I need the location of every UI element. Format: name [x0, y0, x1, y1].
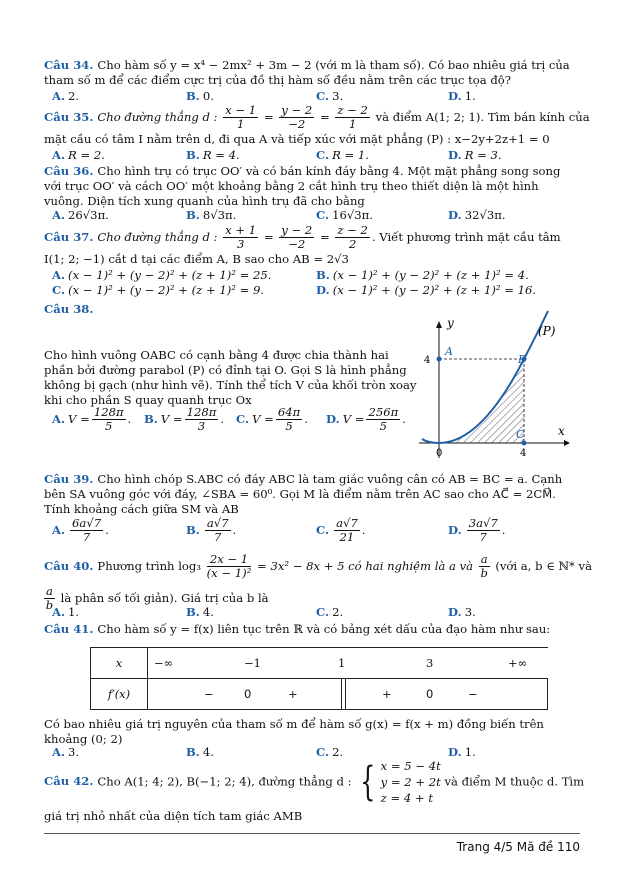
label-b: B	[518, 353, 527, 366]
answer-d[interactable]: D. 1.	[448, 745, 476, 759]
label-a: A	[445, 345, 453, 358]
sign: 0	[244, 687, 252, 701]
sign: +	[288, 687, 298, 701]
answer-b[interactable]: B. 8√3π.	[186, 208, 237, 222]
question-label: Câu 39.	[44, 472, 94, 486]
x-axis-arrow	[564, 440, 570, 446]
label-y: y	[447, 316, 454, 330]
answer-d[interactable]: D. V = $\frac{256\pi}{5}$ .	[326, 405, 406, 434]
answer-a[interactable]: A. V = $\frac{128\pi}{5}$ .	[52, 405, 132, 434]
answer-c[interactable]: C. V = $\frac{64\pi}{5}$ .	[236, 405, 308, 434]
label-p: (P)	[538, 324, 556, 338]
sign-table-x-label: x	[91, 648, 148, 679]
x-value: −1	[244, 656, 261, 670]
answer-c[interactable]: C. 3.	[316, 89, 344, 103]
answer-c[interactable]: C. 16√3π.	[316, 208, 373, 222]
question-text: Cho hàm số y = x⁴ − 2mx² + 3m − 2 (với m là tham số). Có bao nhiêu giá trị của	[97, 58, 570, 72]
answer-c[interactable]: C. 2.	[316, 745, 344, 759]
answer-c[interactable]: C. 2.	[316, 605, 344, 619]
answer-b[interactable]: B. $\frac{a√7}{7}$ .	[186, 516, 237, 545]
answer-a[interactable]: A. 1.	[52, 605, 80, 619]
sign: −	[468, 687, 478, 701]
question-label: Câu 40.	[44, 558, 94, 573]
answer-a[interactable]: A. 26√3π.	[52, 208, 109, 222]
sign: 0	[426, 687, 434, 701]
question-label: Câu 35.	[44, 109, 94, 124]
answer-d[interactable]: D. 32√3π.	[448, 208, 506, 222]
sign-table-fp-row	[148, 679, 548, 710]
sign-table-x-row	[148, 648, 548, 679]
label-four-y: 4	[424, 355, 431, 366]
answer-d[interactable]: D. $\frac{3a√7}{7}$ .	[448, 516, 506, 545]
question-41: Câu 41. Cho hàm số y = f(x) liên tục trên ℝ và có bảng xét dấu của đạo hàm như sau:	[44, 622, 551, 636]
answer-c[interactable]: C. $\frac{a√7}{21}$ .	[316, 516, 366, 545]
sign: +	[382, 687, 392, 701]
question-label: Câu 34.	[44, 58, 94, 72]
label-x: x	[558, 424, 565, 438]
label-origin: 0	[436, 448, 443, 459]
answer-d[interactable]: D. R = 3.	[448, 148, 502, 162]
point-a	[437, 357, 442, 362]
answer-d[interactable]: D. 3.	[448, 605, 476, 619]
answer-b[interactable]: B. 0.	[186, 89, 214, 103]
parabola-figure	[414, 308, 582, 468]
x-value: 1	[338, 656, 346, 670]
x-value: −∞	[154, 656, 174, 670]
x-value: +∞	[508, 656, 528, 670]
answer-a[interactable]: A. (x − 1)² + (y − 2)² + (z + 1)² = 25.	[52, 268, 272, 282]
y-axis-arrow	[436, 321, 442, 328]
undefined-marker	[341, 679, 346, 709]
point-c	[522, 441, 527, 446]
footer-text: Trang 4/5 Mã đề 110	[456, 840, 580, 854]
answer-d[interactable]: D. (x − 1)² + (y − 2)² + (z + 1)² = 16.	[316, 283, 537, 297]
question-text-2: mặt cầu có tâm I nằm trên d, đi qua A và tiếp xúc với mặt phẳng (P) : x−2y+2z+1 = 0	[44, 131, 550, 146]
question-37: Câu 37. Cho đường thẳng d : $\frac{x + 1}{3}$ = $\frac{y - 2}{-2}$ = $\frac{z - 2}{2}$ . Viết phương trình mặt cầu tâm I(1; 2; −1) cắt d tại các điểm A, B sao cho AB = 2√3	[44, 223, 561, 266]
question-36: Câu 36. Cho hình trụ có trục OO′ và có bán kính đáy bằng 4. Một mặt phẳng song song với trục OO′ và cách OO′ một khoảng bằng 2 cắt hình trụ theo thiết diện là một hình vuông. Diện tích xung quanh của hình trụ đã cho bằng	[44, 164, 561, 209]
question-label: Câu 42.	[44, 774, 94, 789]
question-40: Câu 40. Phương trình log₃ $\frac{2x - 1}{\text{(x − 1)²}}$ = 3x² − 8x + 5 có hai nghiệm là a và $\frac{a}{b}$ (với a, b ∈ ℕ* và $\frac{a}{b}$ là phân số tối giản). Giá trị của b là	[44, 552, 593, 612]
answer-b[interactable]: B. (x − 1)² + (y − 2)² + (z + 1)² = 4.	[316, 268, 529, 282]
question-41-text: Có bao nhiêu giá trị nguyên của tham số m để hàm số g(x) = f(x + m) đồng biến trên khoảng (0; 2)	[44, 717, 544, 747]
answer-a[interactable]: A. 2.	[52, 89, 80, 103]
question-35: Câu 35. Cho đường thẳng d : $\frac{x - 1}{1}$ = $\frac{y - 2}{-2}$ = $\frac{z - 2}{1}$ và điểm A(1; 2; 1). Tìm bán kính của mặt cầu có tâm I nằm trên d, đi qua A và tiếp xúc với mặt phẳng (P) : x−2y+2z+1 = 0	[44, 103, 590, 146]
sign-table	[90, 647, 548, 710]
sign: −	[204, 687, 214, 701]
question-label: Câu 38.	[44, 302, 94, 316]
question-34	[44, 58, 580, 88]
page-footer	[44, 833, 580, 854]
label-c: C	[516, 428, 525, 441]
question-42: Câu 42. Cho A(1; 4; 2), B(−1; 2; 4), đường thẳng d : { x = 5 − 4t y = 2 + 2t z = 4 + t và điểm M thuộc d. Tìm giá trị nhỏ nhất của diện tích tam giác AMB	[44, 759, 585, 823]
x-value: 3	[426, 656, 434, 670]
answer-b[interactable]: B. 4.	[186, 605, 214, 619]
answer-b[interactable]: B. 4.	[186, 745, 214, 759]
answer-a[interactable]: A. R = 2.	[52, 148, 105, 162]
question-label: Câu 36.	[44, 164, 94, 178]
answer-a[interactable]: A. 3.	[52, 745, 80, 759]
answer-c[interactable]: C. R = 1.	[316, 148, 369, 162]
question-39: Câu 39. Cho hình chóp S.ABC có đáy ABC là tam giác vuông cân có AB = BC = a. Cạnh bên SA vuông góc với đáy, ∠SBA = 60⁰. Gọi M là điểm nằm trên AC sao cho AC⃗ = 2CM⃗. Tính khoảng cách giữa SM và AB	[44, 472, 563, 517]
answer-d[interactable]: D. 1.	[448, 89, 476, 103]
question-38-text: Cho hình vuông OABC có cạnh bằng 4 được chia thành hai phần bởi đường parabol (P) có đỉnh tại O. Gọi S là hình phẳng không bị gạch (như hình vẽ). Tính thể tích V của khối tròn xoay khi cho phần S quay quanh trục Ox	[44, 348, 417, 408]
answer-c[interactable]: C. (x − 1)² + (y − 2)² + (z + 1)² = 9.	[52, 283, 265, 297]
question-label: Câu 41.	[44, 622, 94, 636]
answer-a[interactable]: A. $\frac{6a√7}{7}$ .	[52, 516, 109, 545]
answer-b[interactable]: B. V = $\frac{128\pi}{3}$ .	[144, 405, 225, 434]
question-text-2: tham số m để các điểm cực trị của đồ thị hàm số đều nằm trên các trục tọa độ?	[44, 73, 511, 88]
hatched-region	[439, 359, 524, 443]
sign-table-fp-label: f′(x)	[91, 679, 148, 710]
question-label: Câu 37.	[44, 229, 94, 244]
answer-b[interactable]: B. R = 4.	[186, 148, 240, 162]
label-four-x: 4	[520, 448, 527, 459]
